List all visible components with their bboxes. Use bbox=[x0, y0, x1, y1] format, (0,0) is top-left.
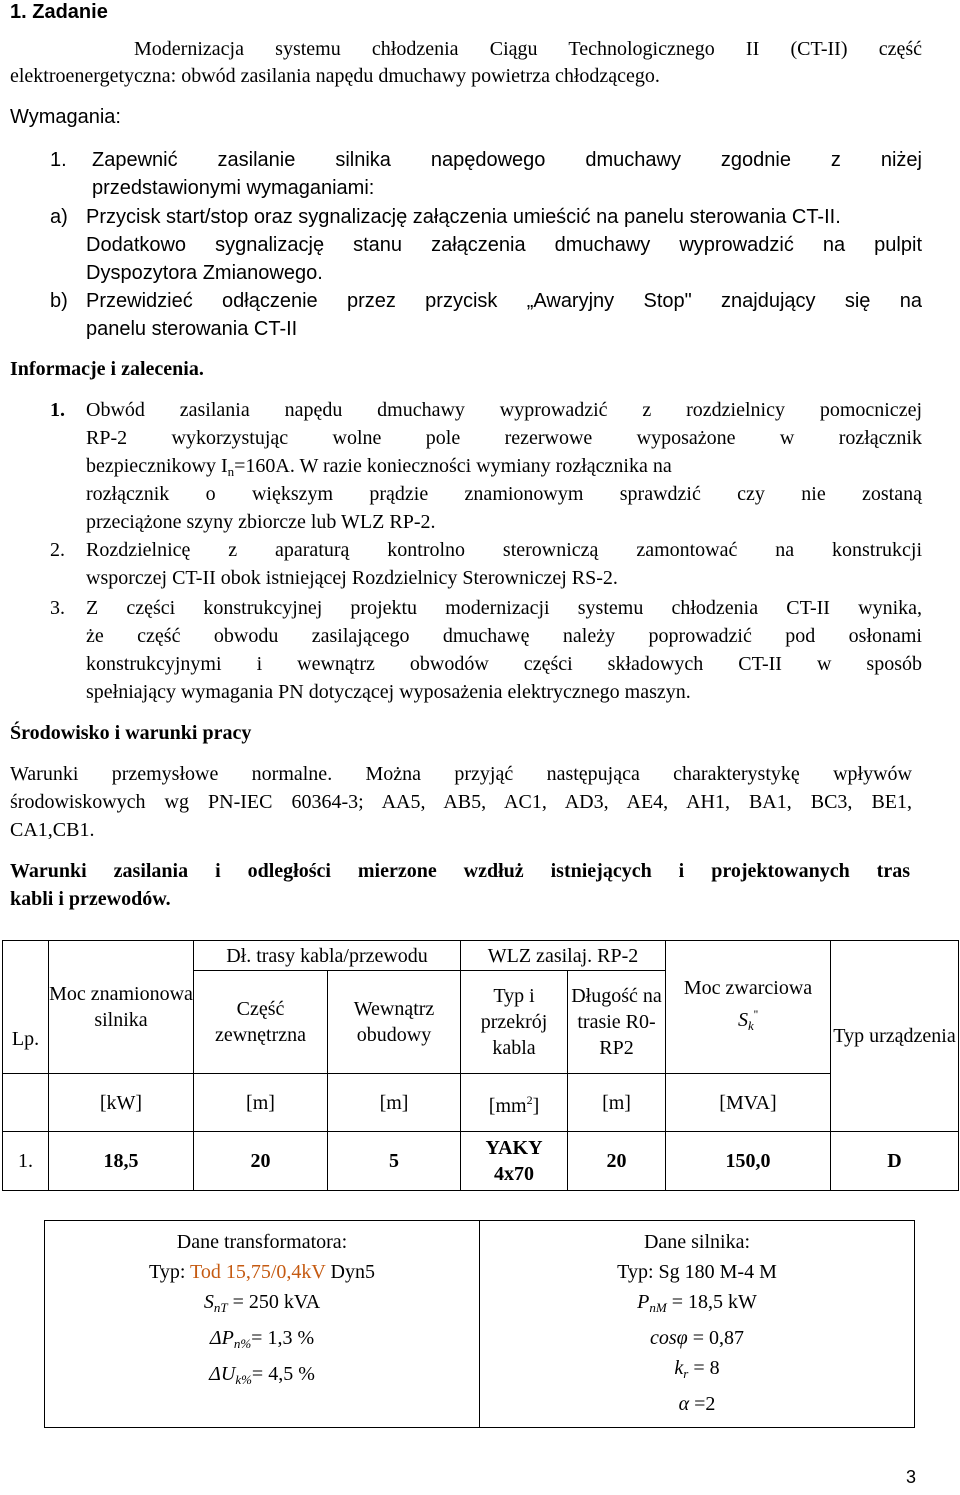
motor-kr-symbol: k bbox=[674, 1357, 684, 1379]
intro-line-2: elektroenergetyczna: obwód zasilania napędu dmuchawy powietrza chłodzącego. bbox=[10, 65, 660, 87]
unit-mm2-end: ] bbox=[532, 1094, 540, 1117]
cell-internal: 5 bbox=[328, 1132, 461, 1191]
cell-length: 20 bbox=[568, 1132, 666, 1191]
unit-mm2 bbox=[461, 1074, 568, 1132]
page-number: 3 bbox=[906, 1467, 917, 1487]
transformer-power-value: = 250 kVA bbox=[227, 1291, 321, 1313]
info-3-line-3: konstrukcyjnymi i wewnątrz obwodów części składowych CT-II w sposób bbox=[86, 653, 922, 675]
environment-line-3: CA1,CB1. bbox=[10, 819, 95, 841]
unit-empty bbox=[3, 1074, 49, 1132]
header-short-circuit bbox=[666, 941, 831, 1074]
transformer-voltage bbox=[45, 1359, 479, 1395]
requirement-1-line-2: przedstawionymi wymaganiami: bbox=[92, 177, 375, 199]
info-1-line-3-a: bezpiecznikowy I bbox=[86, 455, 228, 477]
intro-line-1: Modernizacja systemu chłodzenia Ciągu Technologicznego II (CT-II) część bbox=[134, 38, 922, 60]
transformer-power bbox=[45, 1287, 479, 1323]
table-row bbox=[3, 1132, 959, 1191]
header-cable-type: Typ i przekrój kabla bbox=[461, 971, 568, 1074]
motor-alpha bbox=[480, 1389, 914, 1419]
motor-type: Typ: Sg 180 M-4 M bbox=[617, 1261, 777, 1283]
unit-m-length: [m] bbox=[568, 1074, 666, 1132]
motor-cosphi-symbol: cosφ bbox=[649, 1327, 688, 1349]
transformer-type bbox=[45, 1257, 479, 1287]
transformer-losses-symbol: ΔP bbox=[209, 1327, 234, 1349]
info-number-3: 3. bbox=[50, 597, 65, 619]
cell-lp: 1. bbox=[3, 1132, 49, 1191]
info-number-1: 1. bbox=[50, 399, 65, 421]
parameters-table bbox=[44, 1220, 915, 1428]
header-wlz: WLZ zasilaj. RP-2 bbox=[461, 941, 666, 971]
transformer-type-value: Tod 15,75/0,4kV bbox=[190, 1261, 326, 1283]
unit-mva: [MVA] bbox=[666, 1074, 831, 1132]
motor-cosphi bbox=[480, 1323, 914, 1353]
transformer-losses bbox=[45, 1323, 479, 1359]
transformer-voltage-symbol: ΔU bbox=[209, 1363, 236, 1385]
requirement-b-line-2: panelu sterowania CT-II bbox=[86, 318, 298, 340]
requirement-a-line-1: Przycisk start/stop oraz sygnalizację załączenia umieścić na panelu sterowania CT-II. bbox=[86, 206, 841, 228]
motor-cosphi-value: = 0,87 bbox=[687, 1327, 744, 1349]
info-1-line-5: przeciążone szyny zbiorcze lub WLZ RP-2. bbox=[86, 511, 436, 533]
motor-kr-value: = 8 bbox=[688, 1357, 720, 1379]
unit-m-ext: [m] bbox=[194, 1074, 328, 1132]
header-external: Część zewnętrzna bbox=[194, 971, 328, 1074]
header-device: Typ urządzenia bbox=[831, 941, 959, 1132]
info-2-line-2: wsporczej CT-II obok istniejącej Rozdzielnicy Sterowniczej RS-2. bbox=[86, 567, 618, 589]
header-power: Moc znamionowa silnika bbox=[49, 941, 194, 1074]
motor-power-symbol: P bbox=[637, 1291, 650, 1313]
transformer-power-sub: nT bbox=[213, 1300, 228, 1315]
info-1-line-1: Obwód zasilania napędu dmuchawy wyprowadzić z rozdzielnicy pomocniczej bbox=[86, 399, 922, 421]
info-1-line-2: RP-2 wykorzystując wolne pole rezerwowe wyposażone w rozłącznik bbox=[86, 427, 922, 449]
unit-kw: [kW] bbox=[49, 1074, 194, 1132]
cell-device: D bbox=[831, 1132, 959, 1191]
header-internal: Wewnątrz obudowy bbox=[328, 971, 461, 1074]
requirement-a-line-2: Dodatkowo sygnalizację stanu załączenia dmuchawy wyprowadzić na pulpit bbox=[86, 234, 922, 256]
requirement-a-label: a) bbox=[50, 206, 68, 228]
motor-alpha-symbol: α bbox=[678, 1393, 690, 1415]
unit-mm2-base: [mm bbox=[488, 1094, 527, 1117]
header-short-circuit-sub: k bbox=[747, 1018, 754, 1033]
header-short-circuit-sup: '' bbox=[753, 1007, 759, 1021]
transformer-voltage-sub: k% bbox=[235, 1372, 252, 1387]
supply-heading-line-1: Warunki zasilania i odległości mierzone wzdłuż istniejących i projektowanych tras bbox=[10, 860, 910, 882]
info-1-line-3-sub: n bbox=[227, 464, 235, 479]
info-3-line-4: spełniający wymagania PN dotyczącej wyposażenia elektrycznego maszyn. bbox=[86, 681, 691, 703]
environment-line-2: środowiskowych wg PN-IEC 60364-3; AA5, AB5, AC1, AD3, AE4, AH1, BA1, BC3, BE1, bbox=[10, 791, 912, 813]
cell-cable: YAKY 4x70 bbox=[461, 1132, 568, 1191]
motor-heading: Dane silnika: bbox=[643, 1231, 751, 1253]
motor-power-sub: nM bbox=[649, 1300, 667, 1315]
info-1-line-3-b: =160A. W razie konieczności wymiany rozłącznika na bbox=[234, 455, 672, 477]
transformer-voltage-value: = 4,5 % bbox=[251, 1363, 315, 1385]
environment-heading: Środowisko i warunki pracy bbox=[10, 722, 252, 744]
requirement-b-label: b) bbox=[50, 290, 68, 312]
requirement-b-line-1: Przewidzieć odłączenie przez przycisk „Awaryjny Stop" znajdujący się na bbox=[86, 290, 922, 312]
motor-cell bbox=[480, 1221, 915, 1428]
requirement-a-line-3: Dyspozytora Zmianowego. bbox=[86, 262, 323, 284]
transformer-losses-sub: n% bbox=[233, 1336, 252, 1351]
info-2-line-1: Rozdzielnicę z aparaturą kontrolno sterowniczą zamontować na konstrukcji bbox=[86, 539, 922, 561]
header-length: Długość na trasie R0-RP2 bbox=[568, 971, 666, 1074]
info-1-line-4: rozłącznik o większym prądzie znamionowym sprawdzić czy nie zostaną bbox=[86, 483, 922, 505]
transformer-losses-value: = 1,3 % bbox=[251, 1327, 315, 1349]
motor-power bbox=[480, 1287, 914, 1323]
cell-external: 20 bbox=[194, 1132, 328, 1191]
transformer-heading: Dane transformatora: bbox=[176, 1231, 348, 1253]
requirement-1-line-1: Zapewnić zasilanie silnika napędowego dmuchawy zgodnie z niżej bbox=[92, 149, 922, 171]
requirement-number-1: 1. bbox=[50, 149, 67, 171]
motor-alpha-value: =2 bbox=[689, 1393, 716, 1415]
transformer-type-suffix: Dyn5 bbox=[325, 1261, 375, 1283]
info-3-line-2: że część obwodu zasilającego dmuchawę należy poprowadzić pod osłonami bbox=[86, 625, 922, 647]
requirements-heading: Wymagania: bbox=[10, 106, 121, 128]
transformer-cell bbox=[45, 1221, 480, 1428]
supply-table bbox=[2, 940, 959, 1191]
info-3-line-1: Z części konstrukcyjnej projektu modernizacji systemu chłodzenia CT-II wynika, bbox=[86, 597, 922, 619]
motor-power-value: = 18,5 kW bbox=[666, 1291, 757, 1313]
environment-line-1: Warunki przemysłowe normalne. Można przyjąć następująca charakterystykę wpływów bbox=[10, 763, 912, 785]
motor-kr bbox=[480, 1353, 914, 1389]
header-short-circuit-symbol: S bbox=[737, 1009, 748, 1031]
transformer-type-label: Typ: bbox=[149, 1261, 191, 1283]
cell-short-circuit: 150,0 bbox=[666, 1132, 831, 1191]
cell-power: 18,5 bbox=[49, 1132, 194, 1191]
header-route: Dł. trasy kabla/przewodu bbox=[194, 941, 461, 971]
supply-heading-line-2: kabli i przewodów. bbox=[10, 888, 171, 910]
transformer-power-symbol: S bbox=[203, 1291, 214, 1313]
unit-m-int: [m] bbox=[328, 1074, 461, 1132]
info-number-2: 2. bbox=[50, 539, 65, 561]
info-heading: Informacje i zalecenia. bbox=[10, 358, 204, 380]
header-short-circuit-label: Moc zwarciowa bbox=[683, 977, 813, 999]
section-heading: 1. Zadanie bbox=[10, 1, 108, 23]
motor-kr-sub: r bbox=[683, 1366, 689, 1381]
unit-mm2-sup: 2 bbox=[526, 1092, 533, 1107]
header-lp: Lp. bbox=[3, 941, 49, 1074]
